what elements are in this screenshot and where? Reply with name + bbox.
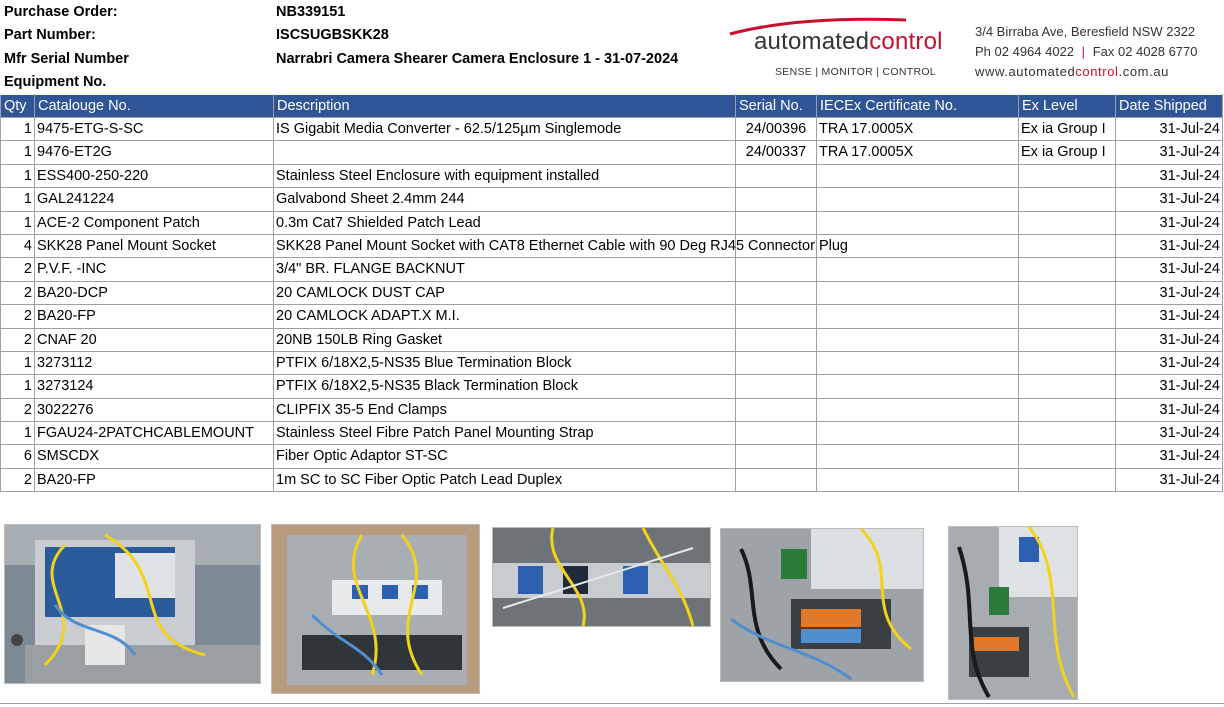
purchase-order-value: NB339151 xyxy=(276,4,346,20)
catalogue-cell: SKK28 Panel Mount Socket xyxy=(35,234,274,257)
serial-cell xyxy=(736,468,817,491)
description-cell: 3/4" BR. FLANGE BACKNUT xyxy=(274,258,736,281)
iecex-cell: TRA 17.0005X xyxy=(817,118,1019,141)
iecex-cell xyxy=(817,305,1019,328)
serial-col-header: Serial No. xyxy=(736,95,817,118)
table-header-row xyxy=(1,95,1223,118)
website-suffix: .com.au xyxy=(1118,64,1169,79)
serial-cell xyxy=(736,164,817,187)
mfr-serial-value: Narrabri Camera Shearer Camera Enclosure 1 - 31-07-2024 xyxy=(276,51,679,67)
catalogue-cell: GAL241224 xyxy=(35,188,274,211)
company-website[interactable] xyxy=(975,64,1169,79)
date-shipped-cell: 31-Jul-24 xyxy=(1116,211,1223,234)
description-cell: CLIPFIX 35-5 End Clamps xyxy=(274,398,736,421)
qty-cell: 2 xyxy=(1,305,35,328)
table-row xyxy=(1,375,1223,398)
company-fax: Fax 02 4028 6770 xyxy=(1092,44,1198,59)
qty-cell: 2 xyxy=(1,468,35,491)
date-shipped-cell: 31-Jul-24 xyxy=(1116,375,1223,398)
catalogue-cell: 9475-ETG-S-SC xyxy=(35,118,274,141)
logo-word-part1: automated xyxy=(754,28,870,55)
catalogue-cell: BA20-FP xyxy=(35,305,274,328)
catalogue-cell: P.V.F. -INC xyxy=(35,258,274,281)
date-shipped-cell: 31-Jul-24 xyxy=(1116,118,1223,141)
table-row xyxy=(1,164,1223,187)
iecex-cell xyxy=(817,398,1019,421)
serial-cell: 24/00396 xyxy=(736,118,817,141)
description-cell: 20 CAMLOCK DUST CAP xyxy=(274,281,736,304)
ex-level-cell xyxy=(1019,258,1116,281)
qty-cell: 1 xyxy=(1,211,35,234)
ex-level-cell xyxy=(1019,234,1116,257)
ex-level-cell xyxy=(1019,398,1116,421)
ex-level-cell xyxy=(1019,445,1116,468)
description-cell xyxy=(274,141,736,164)
iecex-cell xyxy=(817,468,1019,491)
date-shipped-cell: 31-Jul-24 xyxy=(1116,351,1223,374)
qty-cell: 2 xyxy=(1,258,35,281)
enclosure-photo-4 xyxy=(720,528,924,682)
iecex-cell xyxy=(817,351,1019,374)
qty-cell: 1 xyxy=(1,351,35,374)
catalogue-col-header: Catalouge No. xyxy=(35,95,274,118)
serial-cell xyxy=(736,188,817,211)
iecex-cell xyxy=(817,188,1019,211)
serial-cell xyxy=(736,351,817,374)
date-shipped-cell: 31-Jul-24 xyxy=(1116,468,1223,491)
description-cell: Stainless Steel Enclosure with equipment installed xyxy=(274,164,736,187)
enclosure-photo-5 xyxy=(948,526,1078,700)
qty-cell: 1 xyxy=(1,188,35,211)
ex-level-cell xyxy=(1019,188,1116,211)
company-logo xyxy=(754,28,943,56)
iecex-cell xyxy=(817,164,1019,187)
table-row xyxy=(1,258,1223,281)
qty-cell: 1 xyxy=(1,422,35,445)
qty-cell: 1 xyxy=(1,375,35,398)
date-col-header: Date Shipped xyxy=(1116,95,1223,118)
table-row xyxy=(1,118,1223,141)
catalogue-cell: 9476-ET2G xyxy=(35,141,274,164)
description-cell: Fiber Optic Adaptor ST-SC xyxy=(274,445,736,468)
enclosure-photo-2 xyxy=(271,524,480,694)
table-row xyxy=(1,398,1223,421)
ex-level-cell xyxy=(1019,422,1116,445)
description-col-header: Description xyxy=(274,95,736,118)
description-cell: 0.3m Cat7 Shielded Patch Lead xyxy=(274,211,736,234)
ex-level-cell xyxy=(1019,164,1116,187)
table-row xyxy=(1,422,1223,445)
table-row xyxy=(1,141,1223,164)
table-row xyxy=(1,188,1223,211)
part-number-label: Part Number: xyxy=(4,27,96,43)
catalogue-cell: SMSCDX xyxy=(35,445,274,468)
ex-level-cell xyxy=(1019,351,1116,374)
contact-separator: | xyxy=(1081,44,1086,59)
table-row xyxy=(1,234,1223,257)
serial-cell xyxy=(736,258,817,281)
serial-cell xyxy=(736,281,817,304)
table-row xyxy=(1,281,1223,304)
ex-level-cell: Ex ia Group I xyxy=(1019,118,1116,141)
date-shipped-cell: 31-Jul-24 xyxy=(1116,188,1223,211)
description-cell: PTFIX 6/18X2,5-NS35 Blue Termination Block xyxy=(274,351,736,374)
date-shipped-cell: 31-Jul-24 xyxy=(1116,281,1223,304)
date-shipped-cell: 31-Jul-24 xyxy=(1116,141,1223,164)
serial-cell xyxy=(736,328,817,351)
qty-cell: 1 xyxy=(1,141,35,164)
iecex-cell xyxy=(817,258,1019,281)
qty-cell: 2 xyxy=(1,328,35,351)
equipment-label: Equipment No. xyxy=(4,74,107,90)
ex-level-cell xyxy=(1019,281,1116,304)
bottom-border xyxy=(0,703,1224,704)
date-shipped-cell: 31-Jul-24 xyxy=(1116,164,1223,187)
website-prefix: www.automated xyxy=(975,64,1076,79)
description-cell: Stainless Steel Fibre Patch Panel Mounting Strap xyxy=(274,422,736,445)
serial-cell xyxy=(736,305,817,328)
date-shipped-cell: 31-Jul-24 xyxy=(1116,422,1223,445)
description-cell: IS Gigabit Media Converter - 62.5/125µm Singlemode xyxy=(274,118,736,141)
serial-cell xyxy=(736,211,817,234)
date-shipped-cell: 31-Jul-24 xyxy=(1116,234,1223,257)
serial-cell xyxy=(736,445,817,468)
table-row xyxy=(1,445,1223,468)
company-address: 3/4 Birraba Ave, Beresfield NSW 2322 xyxy=(975,24,1196,39)
date-shipped-cell: 31-Jul-24 xyxy=(1116,305,1223,328)
company-contact xyxy=(975,44,1198,59)
iecex-cell xyxy=(817,328,1019,351)
ex-level-cell xyxy=(1019,375,1116,398)
catalogue-cell: 3022276 xyxy=(35,398,274,421)
table-row xyxy=(1,211,1223,234)
qty-col-header: Qty xyxy=(1,95,35,118)
iecex-cell xyxy=(817,281,1019,304)
catalogue-cell: FGAU24-2PATCHCABLEMOUNT xyxy=(35,422,274,445)
description-cell: 20 CAMLOCK ADAPT.X M.I. xyxy=(274,305,736,328)
date-shipped-cell: 31-Jul-24 xyxy=(1116,398,1223,421)
description-cell: PTFIX 6/18X2,5-NS35 Black Termination Block xyxy=(274,375,736,398)
qty-cell: 1 xyxy=(1,164,35,187)
date-shipped-cell: 31-Jul-24 xyxy=(1116,258,1223,281)
qty-cell: 2 xyxy=(1,398,35,421)
qty-cell: 6 xyxy=(1,445,35,468)
iecex-cell xyxy=(817,375,1019,398)
table-row xyxy=(1,468,1223,491)
catalogue-cell: CNAF 20 xyxy=(35,328,274,351)
iecex-cell xyxy=(817,445,1019,468)
date-shipped-cell: 31-Jul-24 xyxy=(1116,445,1223,468)
iecex-cell xyxy=(817,211,1019,234)
serial-cell xyxy=(736,398,817,421)
ex-level-cell xyxy=(1019,211,1116,234)
serial-cell: 24/00337 xyxy=(736,141,817,164)
enclosure-photo-3 xyxy=(492,527,711,627)
table-row xyxy=(1,328,1223,351)
mfr-serial-label: Mfr Serial Number xyxy=(4,51,129,67)
catalogue-cell: BA20-DCP xyxy=(35,281,274,304)
company-phone: Ph 02 4964 4022 xyxy=(975,44,1075,59)
description-cell: 1m SC to SC Fiber Optic Patch Lead Duplex xyxy=(274,468,736,491)
ex-level-cell xyxy=(1019,328,1116,351)
catalogue-cell: ACE-2 Component Patch xyxy=(35,211,274,234)
part-number-value: ISCSUGBSKK28 xyxy=(276,27,389,43)
serial-cell xyxy=(736,375,817,398)
iecex-cell xyxy=(817,422,1019,445)
enclosure-photo-1 xyxy=(4,524,261,684)
catalogue-cell: BA20-FP xyxy=(35,468,274,491)
purchase-order-label: Purchase Order: xyxy=(4,4,118,20)
ex-level-cell xyxy=(1019,305,1116,328)
iecex-col-header: IECEx Certificate No. xyxy=(817,95,1019,118)
catalogue-cell: ESS400-250-220 xyxy=(35,164,274,187)
table-row xyxy=(1,305,1223,328)
website-accent: control xyxy=(1075,64,1119,79)
iecex-cell: TRA 17.0005X xyxy=(817,141,1019,164)
logo-word-part2: control xyxy=(869,28,943,55)
catalogue-cell: 3273112 xyxy=(35,351,274,374)
description-cell: SKK28 Panel Mount Socket with CAT8 Ethernet Cable with 90 Deg RJ45 Connector Plug xyxy=(274,234,736,257)
catalogue-cell: 3273124 xyxy=(35,375,274,398)
description-cell: Galvabond Sheet 2.4mm 244 xyxy=(274,188,736,211)
company-tagline: SENSE | MONITOR | CONTROL xyxy=(775,66,936,78)
ex-level-cell: Ex ia Group I xyxy=(1019,141,1116,164)
qty-cell: 2 xyxy=(1,281,35,304)
qty-cell: 1 xyxy=(1,118,35,141)
serial-cell xyxy=(736,422,817,445)
table-row xyxy=(1,351,1223,374)
description-cell: 20NB 150LB Ring Gasket xyxy=(274,328,736,351)
items-table xyxy=(0,94,1223,492)
qty-cell: 4 xyxy=(1,234,35,257)
date-shipped-cell: 31-Jul-24 xyxy=(1116,328,1223,351)
ex-level-col-header: Ex Level xyxy=(1019,95,1116,118)
ex-level-cell xyxy=(1019,468,1116,491)
